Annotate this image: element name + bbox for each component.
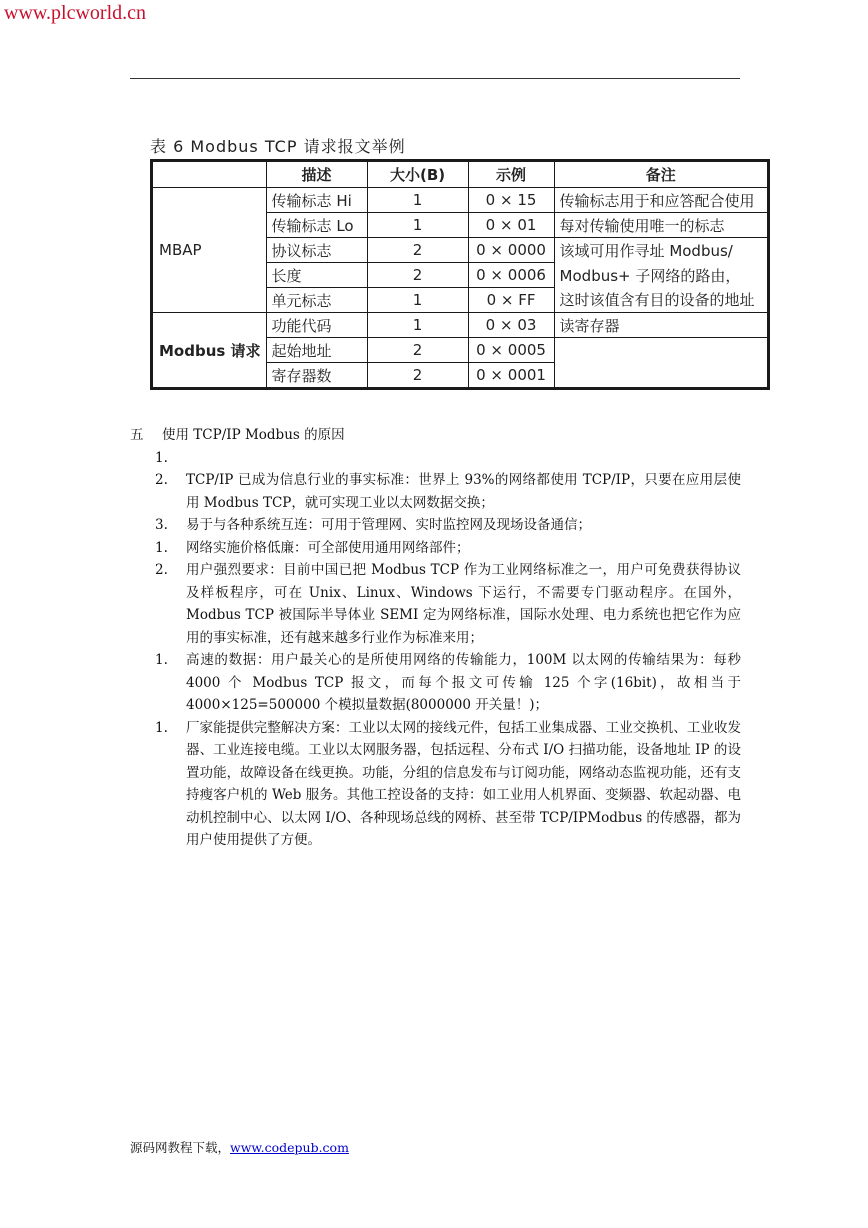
cell-desc: 起始地址 bbox=[266, 338, 367, 363]
item-text: 易于与各种系统互连：可用于管理网、实时监控网及现场设备通信； bbox=[186, 517, 591, 533]
cell-size: 1 bbox=[367, 313, 468, 338]
cell-note: Modbus+ 子网络的路由， bbox=[554, 263, 768, 288]
group-mbap: MBAP bbox=[152, 188, 267, 313]
cell-note: 这时该值含有目的设备的地址 bbox=[554, 288, 768, 313]
item-number: 1. bbox=[155, 719, 168, 736]
reasons-section bbox=[130, 424, 770, 852]
cell-note: 每对传输使用唯一的标志 bbox=[554, 213, 768, 238]
watermark-url: www.plcworld.cn bbox=[4, 2, 147, 24]
list-item bbox=[130, 514, 741, 537]
list-item bbox=[130, 447, 741, 470]
section-number: 五 bbox=[130, 427, 144, 443]
footer-text: 源码网教程下载， bbox=[130, 1140, 231, 1155]
cell-example: 0 × 0000 bbox=[468, 238, 554, 263]
item-number: 1. bbox=[155, 449, 168, 466]
item-text: 网络实施价格低廉：可全部使用通用网络部件； bbox=[186, 539, 470, 556]
cell-example: 0 × 15 bbox=[468, 188, 554, 213]
cell-size: 2 bbox=[367, 263, 468, 288]
modbus-request-table bbox=[150, 159, 770, 390]
header-empty bbox=[152, 161, 267, 188]
item-number: 1. bbox=[155, 652, 168, 668]
cell-example: 0 × FF bbox=[468, 288, 554, 313]
cell-note: 该域可用作寻址 Modbus/ bbox=[554, 238, 768, 263]
item-number: 1. bbox=[155, 539, 168, 556]
item-text: 高速的数据：用户最关心的是所使用网络的传输能力，100M 以太网的传输结果为：每秒 4000 个 Modbus TCP 报文，而每个报文可传输 125 个字(16bit)，故相当于 4000×125=500000 个模拟量数据(8000000 开关量！)； bbox=[186, 652, 741, 713]
list-item bbox=[130, 469, 741, 514]
cell-example: 0 × 03 bbox=[468, 313, 554, 338]
list-item bbox=[130, 559, 741, 649]
table-header-row bbox=[152, 161, 769, 188]
cell-desc: 传输标志 Hi bbox=[266, 188, 367, 213]
item-number: 2. bbox=[155, 562, 168, 578]
cell-note-empty bbox=[554, 338, 768, 389]
header-note: 备注 bbox=[554, 161, 768, 188]
item-text: TCP/IP 已成为信息行业的事实标准：世界上 93%的网络都使用 TCP/IP，只要在应用层使用 Modbus TCP，就可实现工业以太网数据交换； bbox=[186, 472, 741, 511]
cell-size: 2 bbox=[367, 238, 468, 263]
section-heading bbox=[130, 424, 770, 447]
cell-size: 1 bbox=[367, 288, 468, 313]
page-footer bbox=[130, 1138, 349, 1156]
cell-example: 0 × 0001 bbox=[468, 363, 554, 389]
footer-link[interactable]: www.codepub.com bbox=[230, 1140, 349, 1155]
list-item bbox=[130, 649, 741, 717]
cell-note: 读寄存器 bbox=[554, 313, 768, 338]
cell-desc: 传输标志 Lo bbox=[266, 213, 367, 238]
item-number: 3. bbox=[155, 517, 168, 533]
cell-size: 2 bbox=[367, 338, 468, 363]
cell-size: 1 bbox=[367, 188, 468, 213]
list-item bbox=[130, 537, 741, 560]
cell-example: 0 × 01 bbox=[468, 213, 554, 238]
cell-desc: 功能代码 bbox=[266, 313, 367, 338]
header-size: 大小(B) bbox=[367, 161, 468, 188]
item-text bbox=[186, 447, 741, 470]
cell-desc: 协议标志 bbox=[266, 238, 367, 263]
cell-size: 1 bbox=[367, 213, 468, 238]
cell-note: 传输标志用于和应答配合使用 bbox=[554, 188, 768, 213]
table-row bbox=[152, 188, 769, 213]
cell-size: 2 bbox=[367, 363, 468, 389]
item-text: 用户强烈要求：目前中国已把 Modbus TCP 作为工业网络标准之一，用户可免费获得协议及样板程序，可在 Unix、Linux、Windows 下运行，不需要专门驱动程序。在国外，Modbus TCP 被国际半导体业 SEMI 定为网络标准，国际水处理、电力系统也把它作为应用的事实标准，还有越来越多行业作为标准来用； bbox=[186, 562, 741, 646]
table-row bbox=[152, 313, 769, 338]
cell-example: 0 × 0006 bbox=[468, 263, 554, 288]
cell-desc: 长度 bbox=[266, 263, 367, 288]
header-rule bbox=[130, 78, 740, 79]
section-title: 使用 TCP/IP Modbus 的原因 bbox=[162, 427, 345, 443]
item-number: 2. bbox=[155, 472, 168, 488]
list-item bbox=[130, 717, 741, 852]
cell-desc: 单元标志 bbox=[266, 288, 367, 313]
group-modbus-request: Modbus 请求 bbox=[152, 313, 267, 389]
header-desc: 描述 bbox=[266, 161, 367, 188]
cell-example: 0 × 0005 bbox=[468, 338, 554, 363]
header-example: 示例 bbox=[468, 161, 554, 188]
cell-desc: 寄存器数 bbox=[266, 363, 367, 389]
item-text: 厂家能提供完整解决方案：工业以太网的接线元件，包括工业集成器、工业交换机、工业收发器、工业连接电缆。工业以太网服务器，包括远程、分布式 I/O 扫描功能，设备地址 IP 的设置功能，故障设备在线更换。功能，分组的信息发布与订阅功能，网络动态监视功能，还有支持瘦客户机的 Web 服务。其他工控设备的支持：如工业用人机界面、变频器、软起动器、电动机控制中心、以太网 I/O、各种现场总线的网桥、甚至带 TCP/IPModbus 的传感器，都为用户使用提供了方便。 bbox=[186, 719, 741, 848]
table-caption: 表 6 Modbus TCP 请求报文举例 bbox=[150, 137, 406, 156]
